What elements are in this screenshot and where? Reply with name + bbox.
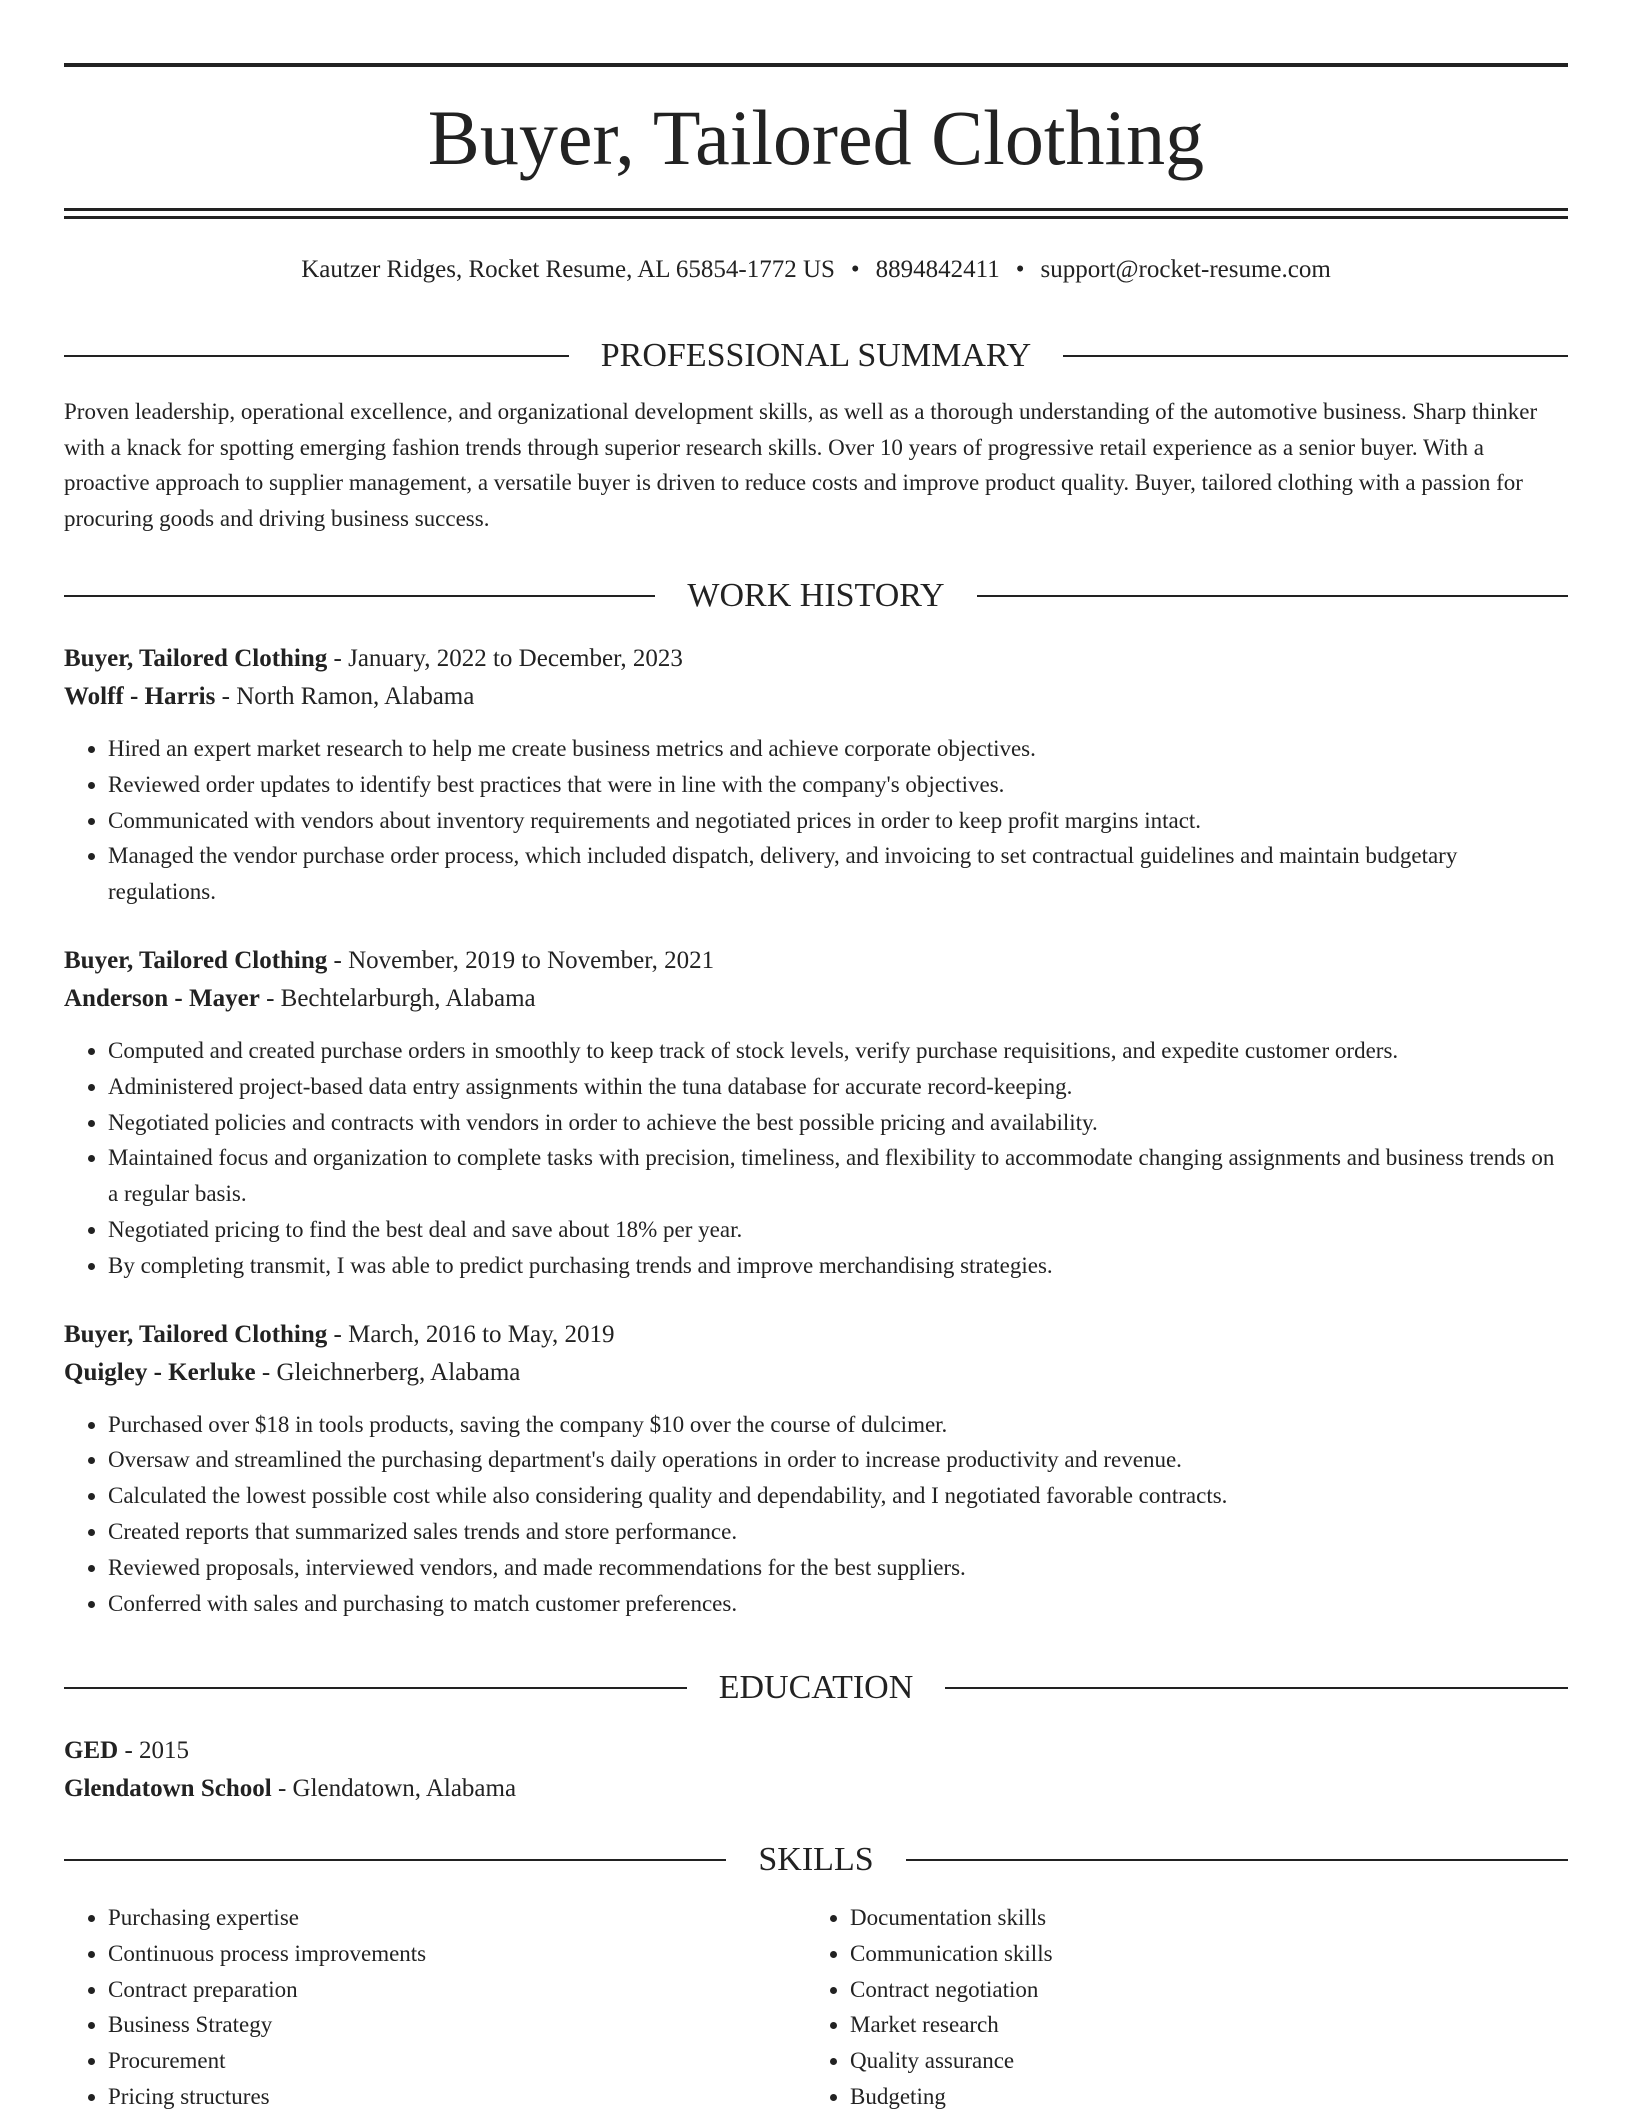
divider bbox=[945, 1687, 1568, 1689]
jobs-list bbox=[64, 640, 1568, 1621]
degree-line: GED - 2015 bbox=[64, 1737, 190, 1764]
job-company: Quigley - Kerluke bbox=[64, 1358, 256, 1386]
list-item: • Conferred with sales and purchasing to match customer preferences. bbox=[108, 1586, 1568, 1622]
work-history-section bbox=[64, 576, 1568, 1653]
job-company-line: Quigley - Kerluke - Gleichnerberg, Alabama bbox=[64, 1358, 521, 1386]
contact-separator: • bbox=[1015, 256, 1025, 283]
list-item: • Purchasing expertise bbox=[108, 1900, 806, 1936]
list-item: • Reviewed proposals, interviewed vendors, and made recommendations for the best suppliers. bbox=[108, 1550, 1568, 1586]
divider bbox=[1063, 355, 1568, 357]
work-history-heading bbox=[64, 576, 1568, 616]
job-company-line: Anderson - Mayer - Bechtelarburgh, Alabama bbox=[64, 984, 536, 1012]
contact-separator: • bbox=[850, 256, 860, 283]
divider bbox=[977, 595, 1568, 597]
job-title: Buyer, Tailored Clothing bbox=[64, 645, 328, 672]
list-item: • Procurement bbox=[108, 2043, 806, 2079]
list-item: • Continuous process improvements bbox=[108, 1936, 806, 1972]
title-rule-lower bbox=[64, 216, 1568, 219]
job-company: Anderson - Mayer bbox=[64, 984, 260, 1012]
divider bbox=[64, 355, 569, 357]
skills-list-left bbox=[64, 1900, 806, 2115]
list-item: • Administered project-based data entry assignments within the tuna database for accurate record-keeping. bbox=[108, 1069, 1568, 1105]
contact-phone: 8894842411 bbox=[875, 256, 1000, 283]
job-title: Buyer, Tailored Clothing bbox=[64, 946, 328, 974]
list-item: • Hired an expert market research to help me create business metrics and achieve corporate objectives. bbox=[108, 731, 1568, 767]
job-title-line: Buyer, Tailored Clothing - January, 2022 to December, 2023 bbox=[64, 645, 683, 672]
list-item: • Negotiated pricing to find the best deal and save about 18% per year. bbox=[108, 1212, 1568, 1248]
list-item: • Managed the vendor purchase order process, which included dispatch, delivery, and invoicing to set contractual guidelines and maintain budgetary regulations. bbox=[108, 838, 1568, 910]
education-entry bbox=[64, 1732, 1568, 1808]
list-item: • Pricing structures bbox=[108, 2079, 806, 2115]
section-title: EDUCATION bbox=[718, 1669, 914, 1706]
title-rule-upper bbox=[64, 208, 1568, 211]
list-item: • Business Strategy bbox=[108, 2007, 806, 2043]
contact-email: support@rocket-resume.com bbox=[1040, 256, 1331, 283]
job-bullets bbox=[64, 731, 1568, 910]
list-item: • Maintained focus and organization to complete tasks with precision, timeliness, and flexibility to accommodate changing assignments and business trends on a regular basis. bbox=[108, 1140, 1568, 1212]
education-heading bbox=[64, 1668, 1568, 1708]
degree: GED bbox=[64, 1737, 119, 1764]
job-location: Bechtelarburgh, Alabama bbox=[280, 984, 536, 1012]
job-title-line: Buyer, Tailored Clothing - March, 2016 to May, 2019 bbox=[64, 1320, 615, 1348]
degree-year: 2015 bbox=[139, 1737, 190, 1764]
job-dates: November, 2019 to November, 2021 bbox=[348, 946, 715, 974]
job-entry bbox=[64, 1316, 1568, 1622]
contact-line bbox=[64, 252, 1568, 288]
skills-section bbox=[64, 1840, 1568, 2115]
contact-address: Kautzer Ridges, Rocket Resume, AL 65854-1772 US bbox=[301, 256, 835, 283]
section-title: PROFESSIONAL SUMMARY bbox=[600, 337, 1032, 374]
job-dates: January, 2022 to December, 2023 bbox=[348, 645, 683, 672]
job-company: Wolff - Harris bbox=[64, 683, 216, 710]
list-item: • Contract negotiation bbox=[850, 1972, 1548, 2008]
education-section bbox=[64, 1668, 1568, 1808]
list-item: • Calculated the lowest possible cost while also considering quality and dependability, and I negotiated favorable contracts. bbox=[108, 1478, 1568, 1514]
section-title: WORK HISTORY bbox=[687, 577, 945, 614]
list-item: • Quality assurance bbox=[850, 2043, 1548, 2079]
list-item: • Reviewed order updates to identify best practices that were in line with the company's objectives. bbox=[108, 767, 1568, 803]
divider bbox=[64, 1687, 687, 1689]
list-item: • Market research bbox=[850, 2007, 1548, 2043]
divider bbox=[64, 1859, 726, 1861]
school-location: Glendatown, Alabama bbox=[292, 1775, 517, 1802]
skills-heading bbox=[64, 1840, 1568, 1880]
list-item: • Contract preparation bbox=[108, 1972, 806, 2008]
top-rule bbox=[64, 63, 1568, 67]
page-title: Buyer, Tailored Clothing bbox=[427, 94, 1205, 181]
job-company-line: Wolff - Harris - North Ramon, Alabama bbox=[64, 683, 475, 710]
summary-text: Proven leadership, operational excellence, and organizational development skills, as well as a thorough understanding of the automotive business. Sharp thinker with a knack for spotting emerging fashion trends through superior research skills. Over 10 years of progressive retail experience as a senior buyer. With a proactive approach to supplier management, a versatile buyer is driven to reduce costs and improve product quality. Buyer, tailored clothing with a passion for procuring goods and driving business success. bbox=[64, 399, 1538, 531]
list-item: • Computed and created purchase orders in smoothly to keep track of stock levels, verify purchase requisitions, and expedite customer orders. bbox=[108, 1033, 1568, 1069]
list-item: • Budgeting bbox=[850, 2079, 1548, 2115]
list-item: • By completing transmit, I was able to predict purchasing trends and improve merchandising strategies. bbox=[108, 1248, 1568, 1284]
summary-heading bbox=[64, 336, 1568, 376]
job-entry bbox=[64, 942, 1568, 1284]
job-title: Buyer, Tailored Clothing bbox=[64, 1320, 328, 1348]
list-item: • Communicated with vendors about inventory requirements and negotiated prices in order to keep profit margins intact. bbox=[108, 803, 1568, 839]
divider bbox=[906, 1859, 1568, 1861]
section-title: SKILLS bbox=[758, 1841, 874, 1878]
school-name: Glendatown School bbox=[64, 1775, 272, 1802]
list-item: • Negotiated policies and contracts with vendors in order to achieve the best possible pricing and availability. bbox=[108, 1105, 1568, 1141]
job-bullets bbox=[64, 1033, 1568, 1284]
job-location: Gleichnerberg, Alabama bbox=[276, 1358, 521, 1386]
list-item: • Oversaw and streamlined the purchasing department's daily operations in order to increase productivity and revenue. bbox=[108, 1442, 1568, 1478]
list-item: • Created reports that summarized sales trends and store performance. bbox=[108, 1514, 1568, 1550]
job-bullets bbox=[64, 1407, 1568, 1622]
list-item: • Documentation skills bbox=[850, 1900, 1548, 1936]
job-location: North Ramon, Alabama bbox=[236, 683, 475, 710]
skills-list-right bbox=[806, 1900, 1548, 2115]
school-line: Glendatown School - Glendatown, Alabama bbox=[64, 1775, 517, 1802]
list-item: • Communication skills bbox=[850, 1936, 1548, 1972]
summary-section bbox=[64, 336, 1568, 536]
job-title-line: Buyer, Tailored Clothing - November, 2019 to November, 2021 bbox=[64, 946, 715, 974]
job-dates: March, 2016 to May, 2019 bbox=[348, 1320, 615, 1348]
list-item: • Purchased over $18 in tools products, saving the company $10 over the course of dulcimer. bbox=[108, 1407, 1568, 1443]
divider bbox=[64, 595, 655, 597]
job-entry bbox=[64, 640, 1568, 910]
skills-columns bbox=[64, 1900, 1568, 2115]
